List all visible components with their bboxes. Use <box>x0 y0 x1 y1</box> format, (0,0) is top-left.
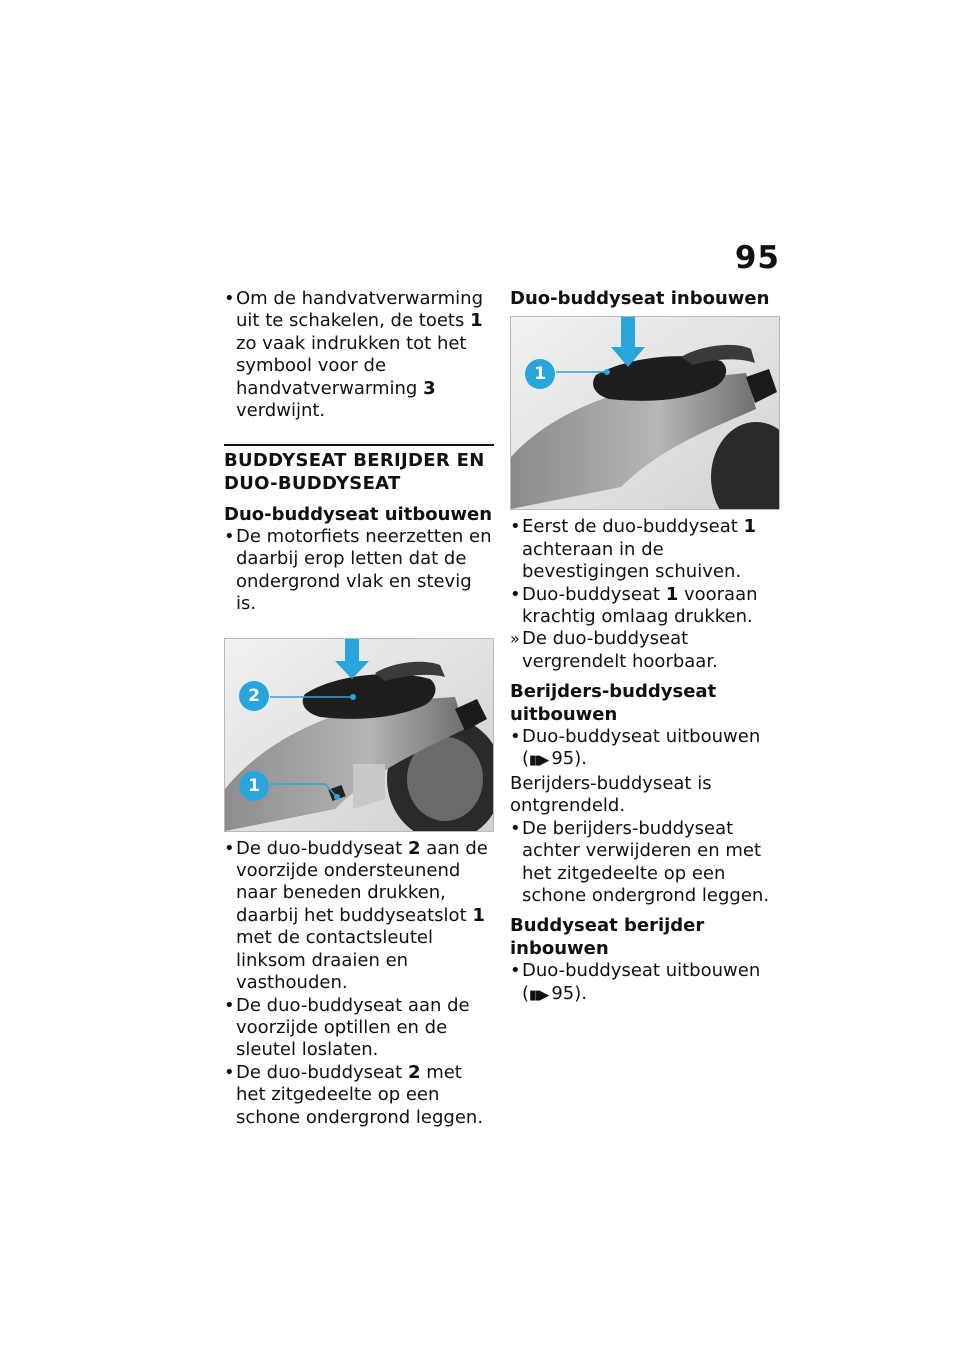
subheading-remove-duo: Duo-buddyseat uitbouwen <box>224 503 493 525</box>
left-column <box>224 288 494 1129</box>
bullet-insert: • Eerst de duo-buddyseat 1 achteraan in de bevestigingen schuiven. <box>510 516 782 583</box>
text-unlocked: Berijders-buddyseat is ontgrendeld. <box>510 772 712 817</box>
bullet-place: • De duo-buddyseat 2 met het zitgedeelte op een schone ondergrond leggen. <box>224 1062 494 1129</box>
page-number: 95 <box>734 240 780 276</box>
heading-install-rider: Buddyseat berijder inbouwen <box>510 915 705 959</box>
heading-remove-rider: Berijders-buddyseat uitbouwen <box>510 681 717 725</box>
bullet-remove-rider: • De berijders-buddyseat achter verwijderen en met het zitgedeelte op een schone ondergrond leggen. <box>510 818 782 908</box>
ref-number: 1 <box>472 904 485 926</box>
seat-install-figure <box>510 316 780 510</box>
ref-number: 3 <box>423 377 436 399</box>
page-reference-icon: ▮▮▶ <box>529 987 548 1003</box>
bullet-remove-duo-2: • Duo-buddyseat uitbouwen (▮▮▶ 95). <box>510 960 782 1007</box>
ref-number: 2 <box>407 837 421 859</box>
heading-install-duo: Duo-buddyseat inbouwen <box>510 288 770 309</box>
ref-number: 1 <box>743 516 757 538</box>
bullet-push: • Duo-buddyseat 1 vooraan krachtig omlaag drukken. <box>510 584 782 629</box>
seat-illustration <box>511 317 779 509</box>
seat-removal-figure <box>224 638 494 832</box>
right-column <box>510 288 782 1007</box>
page-reference-icon: ▮▮▶ <box>529 753 548 769</box>
callout-2: 2 <box>239 681 269 711</box>
seat-illustration <box>225 639 493 831</box>
callout-1: 1 <box>525 359 555 389</box>
ref-number: 2 <box>407 1061 421 1083</box>
section-divider <box>224 444 494 446</box>
intro-bullet: • Om de handvatverwarming uit te schakelen, de toets 1 zo vaak indrukken tot het symbool voor de handvatverwarming 3 verdwijnt. <box>224 288 494 422</box>
ref-number: 1 <box>470 310 483 332</box>
page-reference-link[interactable]: 95). <box>551 982 587 1004</box>
ref-number: 1 <box>665 583 679 605</box>
callout-1: 1 <box>239 771 269 801</box>
bullet-press: • De duo-buddyseat 2 aan de voorzijde ondersteunend naar beneden drukken, daarbij het buddyseatslot 1 met de contactsleutel linksom draaien en vasthouden. <box>224 838 494 995</box>
bullet-remove-duo: • Duo-buddyseat uitbouwen (▮▮▶ 95). <box>510 726 782 773</box>
section-heading: BUDDYSEAT BERIJDER EN DUO-BUDDYSEAT <box>224 450 485 495</box>
bullet-lift: • De duo-buddyseat aan de voorzijde optillen en de sleutel loslaten. <box>224 995 494 1062</box>
result-lock: » De duo-buddyseat vergrendelt hoorbaar. <box>510 628 782 673</box>
page-reference-link[interactable]: 95). <box>551 748 587 770</box>
bullet-park: • De motorfiets neerzetten en daarbij erop letten dat de ondergrond vlak en stevig is. <box>224 526 494 616</box>
